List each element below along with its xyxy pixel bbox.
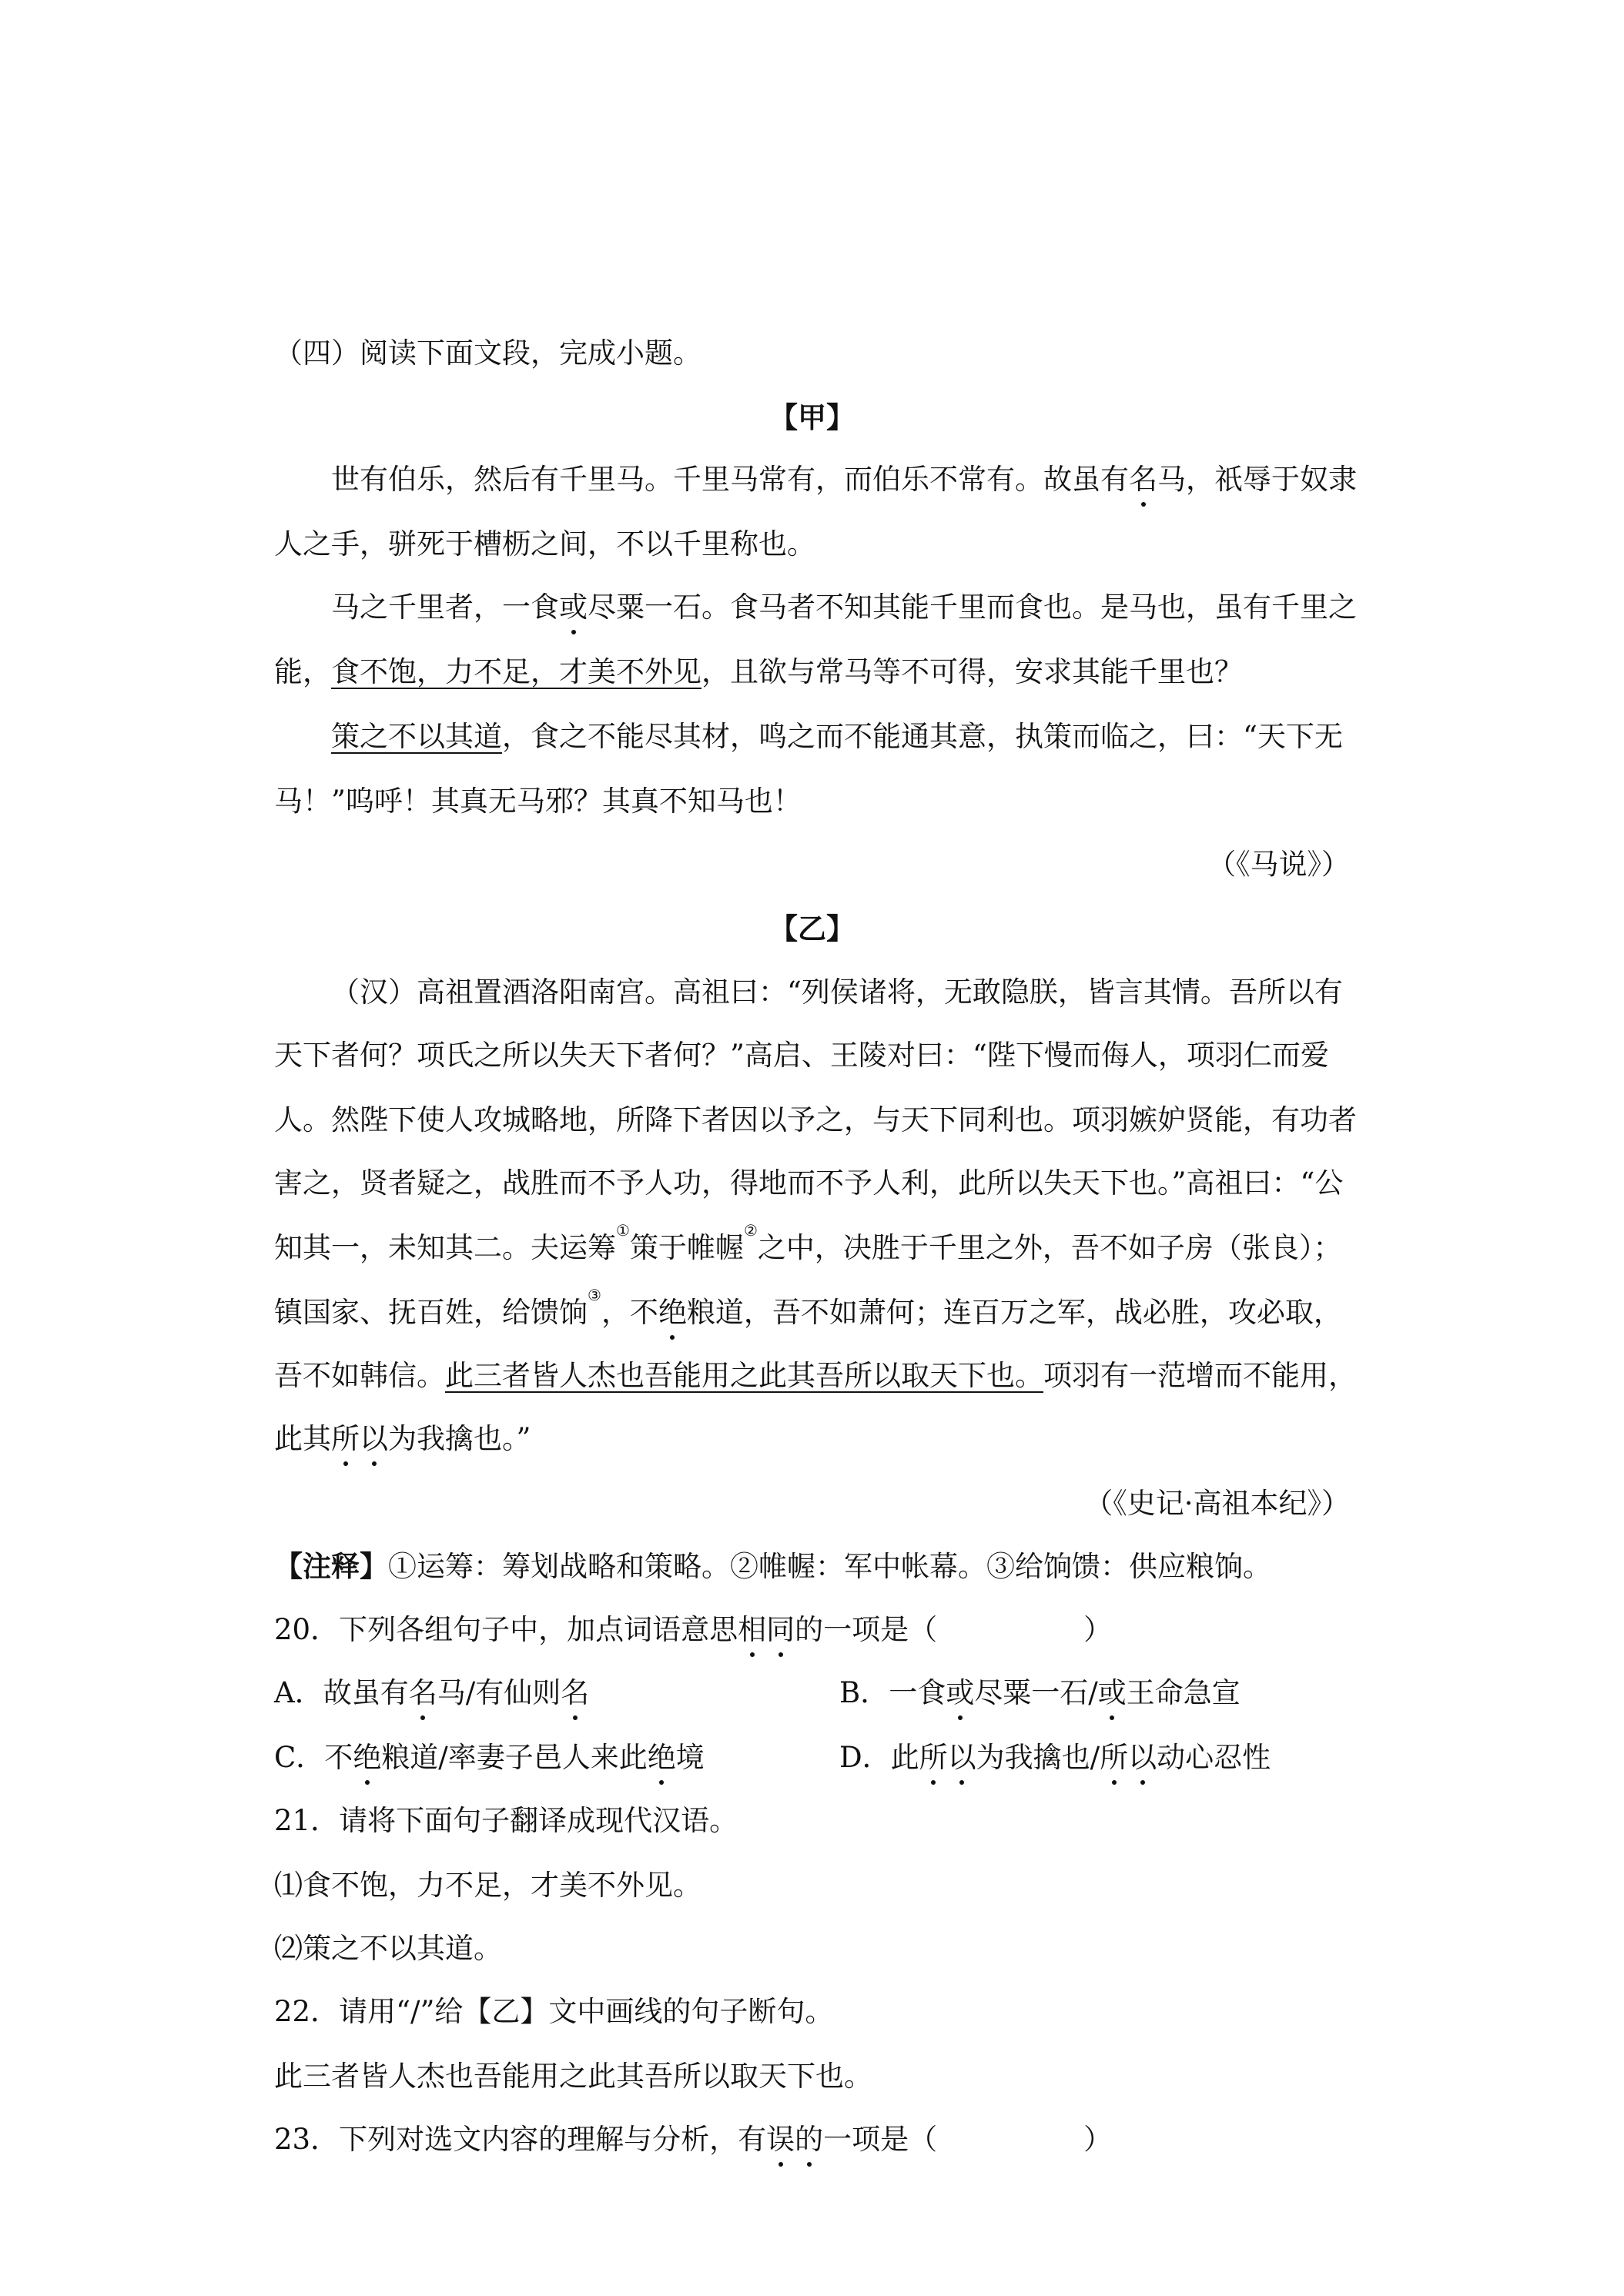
annotation-note: 【注释】①运筹：筹划战略和策略。②帷幄：军中帐幕。③给饷馈：供应粮饷。 <box>274 1549 1271 1583</box>
question-20-option-b[interactable]: B．一食或尽粟一石/或王命急宣 <box>839 1676 1241 1709</box>
question-20-option-a[interactable]: A．故虽有名马/有仙则名 <box>274 1676 590 1709</box>
passage-jia-paragraph-1-line-1: 世有伯乐，然后有千里马。千里马常有，而伯乐不常有。故虽有名马，祇辱于奴隶 <box>331 463 1357 496</box>
question-21-stem: 21．请将下面句子翻译成现代汉语。 <box>274 1804 738 1837</box>
passage-yi-line-4: 害之，贤者疑之，战胜而不予人功，得地而不予人利，此所以失天下也。”高祖曰：“公 <box>274 1166 1344 1200</box>
underlined-sentence: 策之不以其道 <box>331 720 502 753</box>
annotation-label: 【注释】 <box>274 1549 388 1583</box>
emphasis-dot-word: 绝 <box>658 1296 687 1329</box>
passage-jia-paragraph-3-line-2: 马！”呜呼！其真无马邪？其真不知马也！ <box>274 785 802 818</box>
footnote-marker: ② <box>743 1221 758 1240</box>
passage-jia-paragraph-2-line-2: 能，食不饱，力不足，才美不外见，且欲与常马等不可得，安求其能千里也？ <box>274 655 1243 688</box>
underlined-sentence: 食不饱，力不足，才美不外见 <box>331 655 702 688</box>
passage-yi-line-8: 此其所以为我擒也。” <box>274 1422 531 1455</box>
question-20-option-d[interactable]: D．此所以为我擒也/所以动心忍性 <box>839 1741 1271 1774</box>
question-22-sentence: 此三者皆人杰也吾能用之此其吾所以取天下也。 <box>274 2060 872 2093</box>
passage-yi-line-3: 人。然陛下使人攻城略地，所降下者因以予之，与天下同利也。项羽嫉妒贤能，有功者 <box>274 1103 1357 1136</box>
passage-jia-paragraph-3-line-1: 策之不以其道，食之不能尽其材，鸣之而不能通其意，执策而临之，曰：“天下无 <box>331 720 1343 753</box>
passage-yi-line-6: 镇国家、抚百姓，给馈饷③，不绝粮道，吾不如萧何；连百万之军，战必胜，攻必取， <box>274 1286 1342 1329</box>
question-20-option-c[interactable]: C．不绝粮道/率妻子邑人来此绝境 <box>274 1741 705 1774</box>
emphasis-dot-word: 或 <box>559 591 588 624</box>
passage-yi-source: （《史记·高祖本纪》） <box>1084 1487 1350 1520</box>
question-20-stem: 20．下列各组句子中，加点词语意思相同的一项是（ ） <box>274 1613 1113 1646</box>
question-22-stem: 22．请用“/”给【乙】文中画线的句子断句。 <box>274 1995 834 2028</box>
passage-jia-source: （《马说》） <box>1207 848 1350 881</box>
footnote-marker: ③ <box>588 1286 601 1304</box>
passage-yi-line-1: （汉）高祖置酒洛阳南宫。高祖曰：“列侯诸将，无敢隐朕，皆言其情。吾所以有 <box>331 976 1343 1009</box>
question-21-sentence-2: ⑵策之不以其道。 <box>274 1932 502 1965</box>
passage-yi-line-7: 吾不如韩信。此三者皆人杰也吾能用之此其吾所以取天下也。项羽有一范增而不能用， <box>274 1359 1357 1392</box>
emphasis-dot-word: 名 <box>1129 463 1157 496</box>
footnote-marker: ① <box>616 1221 630 1240</box>
emphasis-dot-word: 所 <box>331 1422 360 1455</box>
passage-jia-paragraph-2-line-1: 马之千里者，一食或尽粟一石。食马者不知其能千里而食也。是马也，虽有千里之 <box>331 591 1357 624</box>
passage-yi-line-5: 知其一，未知其二。夫运筹①策于帷幄②之中，决胜于千里之外，吾不如子房（张良）； <box>274 1221 1342 1264</box>
section-heading: （四）阅读下面文段，完成小题。 <box>274 336 702 370</box>
passage-yi-line-2: 天下者何？项氏之所以失天下者何？”高启、王陵对曰：“陛下慢而侮人，项羽仁而爱 <box>274 1039 1329 1072</box>
emphasis-dot-word: 以 <box>360 1422 388 1455</box>
question-23-stem: 23．下列对选文内容的理解与分析，有误的一项是（ ） <box>274 2123 1113 2156</box>
question-21-sentence-1: ⑴食不饱，力不足，才美不外见。 <box>274 1869 702 1902</box>
underlined-sentence: 此三者皆人杰也吾能用之此其吾所以取天下也。 <box>445 1359 1043 1392</box>
passage-yi-title: 【乙】 <box>769 912 855 946</box>
passage-jia-paragraph-1-line-2: 人之手，骈死于槽枥之间，不以千里称也。 <box>274 527 815 561</box>
passage-jia-title: 【甲】 <box>769 400 855 434</box>
